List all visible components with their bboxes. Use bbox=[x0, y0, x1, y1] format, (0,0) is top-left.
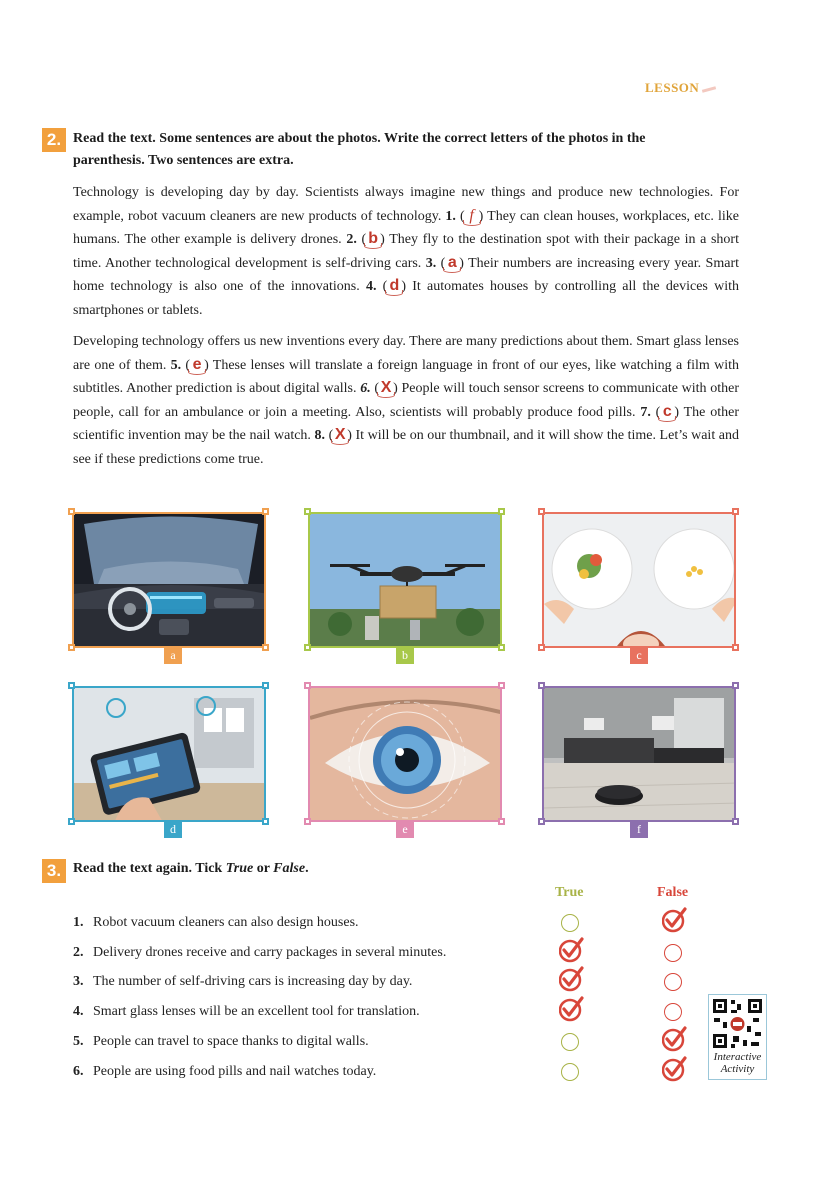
reading-paragraph-1: Technology is developing day by day. Scientists always imagine new things and produce new technologies. For example, robot vacuum cleaners are new products of technology. 1. ( f ) They can clean houses, workplaces, etc. like humans. The other example is delivery drones. 2. ( b ) They fly to the destination spot with their package in a short time. Another technological development is self-driving cars. 3. ( a ) Their numbers are increasing every year. Smart home technology is also one of the innovations. 4. ( d ) It automates houses by controlling all the devices with smartphones or tablets. bbox=[73, 185, 740, 318]
photo-label-a: a bbox=[164, 646, 182, 664]
photo-b-delivery-drone bbox=[308, 512, 502, 648]
photo-f-robot-vacuum bbox=[542, 686, 736, 822]
true-option-checked[interactable] bbox=[559, 966, 585, 997]
false-option-empty[interactable] bbox=[664, 1003, 682, 1021]
photo-frame-corner bbox=[304, 818, 311, 825]
photo-label-f: f bbox=[630, 820, 648, 838]
statement-text: Smart glass lenses will be an excellent tool for translation. bbox=[93, 1004, 420, 1019]
photo-frame-corner bbox=[68, 644, 75, 651]
answer-7[interactable]: c bbox=[660, 405, 674, 419]
statement-number: 5. bbox=[73, 1034, 84, 1049]
lesson-label: LESSON bbox=[645, 80, 716, 96]
photo-frame-corner bbox=[538, 682, 545, 689]
photo-frame-corner bbox=[498, 818, 505, 825]
photo-frame-corner bbox=[68, 682, 75, 689]
photo-frame-corner bbox=[262, 682, 269, 689]
false-option-empty[interactable] bbox=[664, 973, 682, 991]
qr-caption: Interactive Activity bbox=[713, 1051, 762, 1075]
photo-frame-corner bbox=[304, 682, 311, 689]
statement-text: Robot vacuum cleaners can also design houses. bbox=[93, 915, 359, 930]
statement-number: 3. bbox=[73, 974, 84, 989]
photo-frame-corner bbox=[732, 508, 739, 515]
photo-frame-corner bbox=[262, 508, 269, 515]
answer-6[interactable]: X bbox=[380, 379, 392, 396]
photo-frame-corner bbox=[68, 508, 75, 515]
photo-frame-corner bbox=[68, 818, 75, 825]
photo-frame-corner bbox=[498, 682, 505, 689]
photo-frame-corner bbox=[732, 644, 739, 651]
photo-label-b: b bbox=[396, 646, 414, 664]
photo-frame-corner bbox=[262, 818, 269, 825]
section-3-instruction: Read the text again. Tick True or False. bbox=[73, 861, 309, 876]
statement-row bbox=[73, 972, 412, 992]
photo-frame-corner bbox=[732, 818, 739, 825]
photo-label-e: e bbox=[396, 820, 414, 838]
photo-e-smart-lens bbox=[308, 686, 502, 822]
section-2-instruction: Read the text. Some sentences are about the photos. Write the correct letters of the photos in the parenthesis. Two sentences are extra. bbox=[73, 131, 646, 168]
true-column-header: True bbox=[555, 885, 584, 900]
photo-frame-corner bbox=[538, 508, 545, 515]
photo-frame-corner bbox=[498, 508, 505, 515]
statement-number: 6. bbox=[73, 1064, 84, 1079]
qr-code-icon bbox=[709, 996, 766, 1050]
photo-frame-corner bbox=[304, 508, 311, 515]
photo-label-d: d bbox=[164, 820, 182, 838]
answer-3[interactable]: a bbox=[445, 256, 459, 270]
section-3-number: 3. bbox=[42, 859, 66, 883]
photo-frame-corner bbox=[732, 682, 739, 689]
photo-frame-corner bbox=[538, 818, 545, 825]
false-column-header: False bbox=[657, 885, 689, 900]
statement-number: 2. bbox=[73, 945, 84, 960]
answer-1[interactable]: f bbox=[465, 209, 479, 223]
statement-number: 4. bbox=[73, 1004, 84, 1019]
statement-text: People can travel to space thanks to digital walls. bbox=[93, 1034, 369, 1049]
answer-4[interactable]: d bbox=[387, 279, 401, 293]
true-option-empty[interactable] bbox=[561, 1033, 579, 1051]
section-2-number: 2. bbox=[42, 128, 66, 152]
statement-text: The number of self-driving cars is increasing day by day. bbox=[93, 974, 413, 989]
photo-d-smart-home bbox=[72, 686, 266, 822]
photo-frame-corner bbox=[262, 644, 269, 651]
answer-2[interactable]: b bbox=[366, 232, 380, 246]
photo-frame-corner bbox=[304, 644, 311, 651]
statement-row bbox=[73, 1002, 420, 1022]
true-option-checked[interactable] bbox=[559, 937, 585, 968]
statement-row bbox=[73, 1062, 376, 1082]
true-option-empty[interactable] bbox=[561, 914, 579, 932]
photo-frame-corner bbox=[538, 644, 545, 651]
photo-label-c: c bbox=[630, 646, 648, 664]
statement-number: 1. bbox=[73, 915, 84, 930]
interactive-activity-qr[interactable] bbox=[708, 994, 767, 1080]
false-option-checked[interactable] bbox=[662, 1056, 688, 1087]
false-option-empty[interactable] bbox=[664, 944, 682, 962]
true-option-checked[interactable] bbox=[559, 996, 585, 1027]
statement-row bbox=[73, 943, 446, 963]
statement-text: People are using food pills and nail watches today. bbox=[93, 1064, 377, 1079]
photo-a-self-driving-car bbox=[72, 512, 266, 648]
answer-8[interactable]: X bbox=[334, 426, 346, 443]
reading-paragraph-2: Developing technology offers us new inventions every day. There are many predictions about them. Smart glass lenses are one of them. 5. ( e ) These lenses will translate a foreign language in front of our eyes, like watching a film with subtitles. Another prediction is about digital walls. 6. ( X ) People will touch sensor screens to communicate with other people, call for an ambulance or join a meeting. Also, scientists will probably produce food pills. 7. ( c ) The other scientific invention may be the nail watch. 8. ( X ) It will be on our thumbnail, and it will show the time. Let’s wait and see if these predictions come true. bbox=[73, 334, 740, 467]
false-option-checked[interactable] bbox=[662, 907, 688, 938]
true-option-empty[interactable] bbox=[561, 1063, 579, 1081]
statement-text: Delivery drones receive and carry packages in several minutes. bbox=[93, 945, 447, 960]
statement-row bbox=[73, 1032, 369, 1052]
answer-5[interactable]: e bbox=[190, 358, 204, 372]
false-option-checked[interactable] bbox=[662, 1026, 688, 1057]
photo-frame-corner bbox=[498, 644, 505, 651]
statement-row bbox=[73, 913, 359, 933]
photo-c-food-pills bbox=[542, 512, 736, 648]
